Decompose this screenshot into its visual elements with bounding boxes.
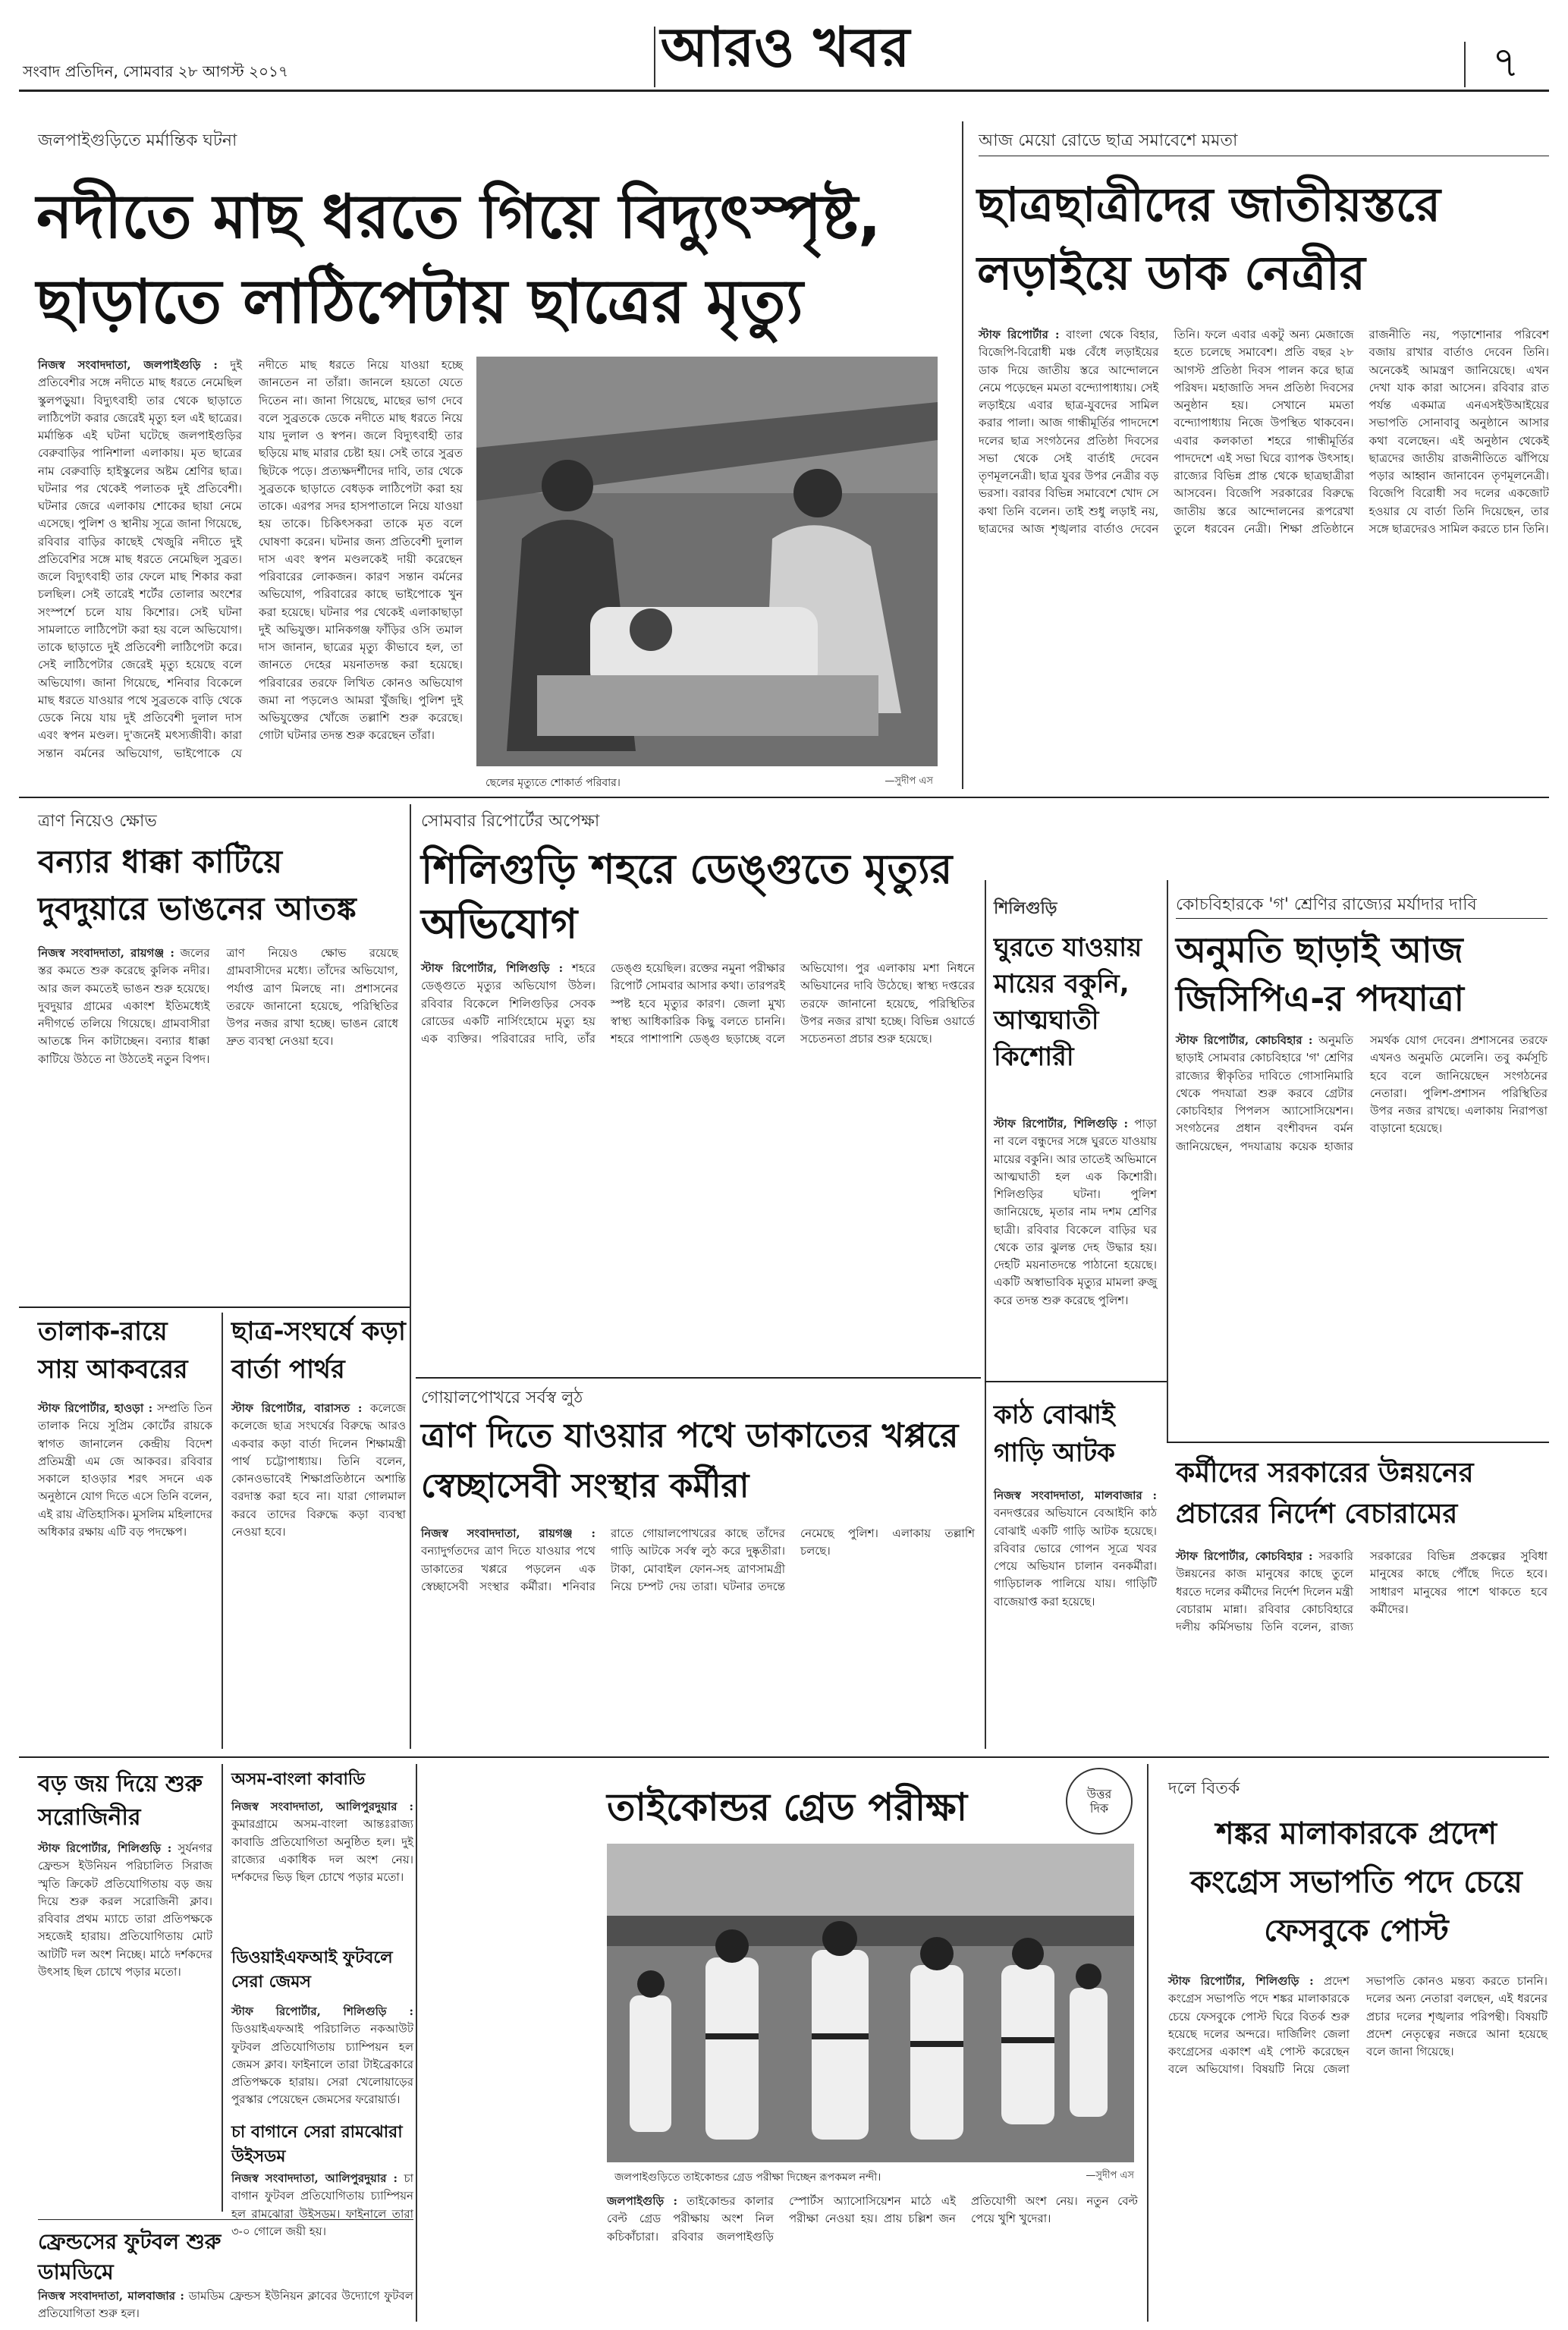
story18-headline: শঙ্কর মালাকারকে প্রদেশ কংগ্রেস সভাপতি পদে চেয়ে ফেসবুকে পোস্ট — [1190, 1816, 1522, 1948]
story14-text: কুমারগ্রামে অসম-বাংলা আন্তঃরাজ্য কাবাডি প্রতিযোগিতা অনুষ্ঠিত হল। দুই রাজ্যের একাধিক দল অংশ নেয়। দর্শকদের ভিড় ছিল চোখে পড়ার মতো। — [231, 1817, 413, 1884]
story11-text: সরকারি উন্নয়নের কাজ মানুষের কাছে তুলে ধরতে দলের কর্মীদের নির্দেশ দিলেন মন্ত্রী বেচারাম মান্না। রবিবার কোচবিহারে দলীয় কর্মিসভায় তিনি বলেন, রাজ্য সরকারের বিভিন্ন প্রকল্পের সুবিধা মানুষের কাছে পৌঁছে দিতে হবে। সাধারণ মানুষের পাশে থাকতে হবে কর্মীদের। — [1176, 1549, 1548, 1634]
story13-text: ডামডিম ফ্রেন্ডস ইউনিয়ন ক্লাবের উদ্যোগে ফুটবল প্রতিযোগিতা শুরু হল। — [38, 2289, 413, 2321]
story5-kicker: শিলিগুড়ি — [994, 899, 1057, 918]
story6-text: অনুমতি ছাড়াই সোমবার কোচবিহারে 'গ' শ্রেণির রাজ্যের স্বীকৃতির দাবিতে গোসানিমারি থেকে পদযাত্রা শুরু করবে গ্রেটার কোচবিহার পিপলস অ্যাসোসিয়েশন। সংগঠনের প্রধান বংশীবদন বর্মন জানিয়েছেন, পদযাত্রায় কয়েক হাজার সমর্থক যোগ দেবেন। প্রশাসনের তরফে এখনও অনুমতি মেলেনি। তবু কর্মসূচি হবে বলে জানিয়েছেন সংগঠনের নেতারা। পুলিশ-প্রশাসন পরিস্থিতির উপর নজর রাখছে। এলাকায় নিরাপত্তা বাড়ানো হয়েছে। — [1176, 1033, 1548, 1153]
story7-byline: স্টাফ রিপোর্টার, হাওড়া : — [38, 1401, 153, 1415]
story12-body — [38, 1840, 212, 2212]
story12-byline: স্টাফ রিপোর্টার, শিলিগুড়ি : — [38, 1841, 172, 1855]
story15-byline: স্টাফ রিপোর্টার, শিলিগুড়ি : — [231, 2005, 413, 2018]
story15-text: ডিওয়াইএফআই পরিচালিত নকআউট ফুটবল প্রতিযোগিতায় চ্যাম্পিয়ন হল জেমস ক্লাব। ফাইনালে তারা টাইব্রেকারে প্রতিপক্ষকে হারায়। সেরা খেলোয়াড়ের পুরস্কার পেয়েছেন জেমসের ফরোয়ার্ড। — [231, 2022, 413, 2107]
story16-text: চা বাগান ফুটবল প্রতিযোগিতায় চ্যাম্পিয়ন হল রামঝোরা উইসডম। ফাইনালে তারা ৩-০ গোলে জয়ী হয়। — [231, 2171, 413, 2238]
masthead-rule — [19, 90, 1549, 92]
story7-body — [38, 1400, 212, 1745]
story17-headline: তাইকোন্ডর গ্রেড পরীক্ষা — [607, 1785, 968, 1829]
story2-byline: স্টাফ রিপোর্টার : — [979, 328, 1060, 341]
column-rule-8 — [1147, 1764, 1149, 2322]
story9-body — [421, 1525, 975, 1749]
column-rule-7 — [416, 1764, 417, 2322]
section-title: আরও খবর — [660, 15, 910, 79]
page-number: ৭ — [1491, 38, 1520, 87]
story4-body — [421, 960, 975, 1373]
section-rule-6 — [19, 1756, 1549, 1758]
story16-byline: নিজস্ব সংবাদদাতা, আলিপুরদুয়ার : — [231, 2171, 397, 2185]
section-rule-2 — [19, 1306, 410, 1308]
story17-body — [607, 2193, 1138, 2322]
story4-headline: শিলিগুড়ি শহরে ডেঙ্গুতে মৃত্যুর অভিযোগ — [421, 845, 953, 948]
story6-headline: অনুমতি ছাড়াই আজ জিসিপিএ-র পদযাত্রা — [1176, 929, 1465, 1019]
story3-kicker: ত্রাণ নিয়েও ক্ষোভ — [38, 812, 157, 831]
story14-headline: অসম-বাংলা কাবাডি — [231, 1770, 366, 1789]
story5-body — [994, 1115, 1157, 1373]
story13-body — [38, 2288, 413, 2325]
story16-headline: চা বাগানে সেরা রামঝোরা উইসডম — [231, 2123, 403, 2166]
section-rule-4 — [985, 1381, 1167, 1382]
masthead-divider-left — [654, 27, 655, 87]
story17-caption: জলপাইগুড়িতে তাইকোন্ডর গ্রেড পরীক্ষা দিচ্ছেন রূপকমল নন্দী। — [614, 2171, 881, 2184]
story18-text: প্রদেশ কংগ্রেস সভাপতি পদে শঙ্কর মালাকারকে চেয়ে ফেসবুকে পোস্ট ঘিরে বিতর্ক শুরু হয়েছে দলের অন্দরে। দার্জিলিং জেলা কংগ্রেসের একাংশ এই পোস্ট করেছেন বলে অভিযোগ। বিষয়টি নিয়ে জেলা সভাপতি কোনও মন্তব্য করতে চাননি। দলের অন্য নেতারা বলছেন, এই ধরনের প্রচার দলের শৃঙ্খলার পরিপন্থী। বিষয়টি প্রদেশ নেতৃত্বের নজরে আনা হয়েছে বলে জানা গিয়েছে। — [1168, 1974, 1548, 2077]
story3-byline: নিজস্ব সংবাদদাতা, রায়গঞ্জ : — [38, 946, 174, 960]
story13-byline: নিজস্ব সংবাদদাতা, মালবাজার : — [38, 2289, 184, 2303]
story11-headline: কর্মীদের সরকারের উন্নয়নের প্রচারের নির্দেশ বেচারামের — [1176, 1457, 1474, 1530]
section-rule-3 — [416, 1377, 981, 1379]
story2-body — [979, 326, 1549, 793]
story4-byline: স্টাফ রিপোর্টার, শিলিগুড়ি : — [421, 961, 564, 975]
story12-text: সুর্যনগর ফ্রেন্ডস ইউনিয়ন পরিচালিত সিরাজ স্মৃতি ক্রিকেট প্রতিযোগিতায় বড় জয় দিয়ে শুরু করল সরোজিনী ক্লাব। রবিবার প্রথম ম্যাচে তারা প্রতিপক্ষকে সহজেই হারায়। প্রতিযোগিতায় মোট আটটি দল অংশ নিচ্ছে। মাঠে দর্শকদের উৎসাহ ছিল চোখে পড়ার মতো। — [38, 1841, 212, 1979]
story17-badge — [1066, 1768, 1133, 1835]
story17-text: তাইকোন্ডর কালার বেল্ট গ্রেড পরীক্ষায় অংশ নিল কচিকাঁচারা। রবিবার জলপাইগুড়ি স্পোর্টস অ্যাসোসিয়েশন মাঠে এই পরীক্ষা নেওয়া হয়। প্রায় চল্লিশ জন প্রতিযোগী অংশ নেয়। নতুন বেল্ট পেয়ে খুশি খুদেরা। — [607, 2194, 1138, 2244]
story10-body — [994, 1487, 1157, 1749]
story5-text: পাড়া না বলে বন্ধুদের সঙ্গে ঘুরতে যাওয়ায় মায়ের বকুনি। আর তাতেই অভিমানে আত্মঘাতী হল এক কিশোরী। শিলিগুড়ির ঘটনা। পুলিশ জানিয়েছে, মৃতার নাম দশম শ্রেণির ছাত্রী। রবিবার বিকেলে বাড়ির ঘর থেকে তার ঝুলন্ত দেহ উদ্ধার হয়। দেহটি ময়নাতদন্তে পাঠানো হয়েছে। একটি অস্বাভাবিক মৃত্যুর মামলা রুজু করে তদন্ত শুরু করেছে পুলিশ। — [994, 1117, 1157, 1307]
section-rule-5 — [1167, 1442, 1549, 1443]
story3-body — [38, 945, 398, 1301]
story14-byline: নিজস্ব সংবাদদাতা, আলিপুরদুয়ার : — [231, 1800, 413, 1813]
story17-badge-text: উত্তর দিক — [1086, 1786, 1112, 1816]
story2-headline: ছাত্রছাত্রীদের জাতীয়স্তরে লড়াইয়ে ডাক নেত্রীর — [977, 177, 1441, 300]
story10-headline: কাঠ বোঝাই গাড়ি আটক — [994, 1400, 1115, 1468]
story7-text: সম্প্রতি তিন তালাক নিয়ে সুপ্রিম কোর্টের রায়কে স্বাগত জানালেন কেন্দ্রীয় বিদেশ প্রতিমন্ত্রী এম জে আকবর। রবিবার সকালে হাওড়ার শরৎ সদনে এক অনুষ্ঠানে যোগ দিতে এসে তিনি বলেন, এই রায় ঐতিহাসিক। মুসলিম মহিলাদের অধিকার রক্ষায় এটি বড় পদক্ষেপ। — [38, 1401, 212, 1539]
story1-text: দুই প্রতিবেশীর সঙ্গে নদীতে মাছ ধরতে নেমেছিল স্কুলপড়ুয়া। বিদ্যুৎবাহী তার থেকে ছাড়াতে লাঠিপেটা করার জেরেই মৃত্যু হল এই ছাত্রের। মর্মান্তিক এই ঘটনা ঘটেছে জলপাইগুড়ির বেরুবাড়ির পানিশালা এলাকায়। মৃত ছাত্রের নাম বেরুবাড়ি হাইস্কুলের অষ্টম শ্রেণির ছাত্র। ঘটনার পর থেকেই পলাতক দুই প্রতিবেশী। ঘটনার জেরে এলাকায় শোকের ছায়া নেমে এসেছে। পুলিশ ও স্থানীয় সূত্রে জানা গিয়েছে, রবিবার বাড়ির কাছেই খেজুরি নদীতে দুই প্রতিবেশির সঙ্গে মাছ ধরতে নেমেছিল সুব্রত। জলে বিদ্যুৎবাহী তার ফেলে মাছ শিকার করা চলছিল। সেই তারেই শর্টের তোলার অংশের সংস্পর্শে চলে যায় কিশোর। সেই ঘটনা সামলাতে লাঠিপেটা করা হয় বলে অভিযোগ। তাকে ছাড়াতে দুই প্রতিবেশী লাঠিপেটা করে। সেই লাঠিপেটার জেরেই মৃত্যু হয়েছে বলে অভিযোগ। জানা গিয়েছে, শনিবার বিকেলে মাছ ধরতে যাওয়ার পথে সুব্রতকে বাড়ি থেকে ডেকে নিয়ে যায় দুই প্রতিবেশী দুলাল দাস এবং স্বপন মণ্ডল। দু'জনেই মৎস্যজীবী। কারা সন্তান বর্মনের অভিযোগ, ভাইপোকে যে নদীতে মাছ ধরতে নিয়ে যাওয়া হচ্ছে জানতেন না তাঁরা। জানলে হয়তো যেতে দিতেন না। জানা গিয়েছে, মাছের ভাগ দেবে বলে সুব্রতকে ডেকে নদীতে মাছ ধরতে নিয়ে যায় দুলাল ও স্বপন। জলে বিদ্যুৎবাহী তার ছড়িয়ে মাছ মারার চেষ্টা হয়। সেই তারে সুব্রত ছিটকে পড়ে। প্রত্যক্ষদর্শীদের দাবি, তার থেকে সুব্রতকে ছাড়াতে বেধড়ক লাঠিপেটা করা হয় তাকে। এরপর সদর হাসপাতালে নিয়ে যাওয়া হয় তাকে। চিকিৎসকরা তাকে মৃত বলে ঘোষণা করেন। ঘটনার জন্য প্রতিবেশী দুলাল দাস এবং স্বপন মণ্ডলকেই দায়ী করেছেন পরিবারের লোকজন। কারণ সন্তান বর্মনের অভিযোগ, পরিবারের কাছে ভাইপোকে খুন করা হয়েছে। ঘটনার পর থেকেই এলাকাছাড়া দুই অভিযুক্ত। মানিকগঞ্জ ফাঁড়ির ওসি তমাল দাস জানান, ছাত্রের মৃত্যু কীভাবে হল, তা জানতে দেহের ময়নাতদন্ত করা হয়েছে। পরিবারের তরফে লিখিত কোনও অভিযোগ জমা না পড়লেও আমরা খুঁজছি। পুলিশ দুই অভিযুক্তের খোঁজে তল্লাশি শুরু করেছে। গোটা ঘটনার তদন্ত শুরু করেছেন তাঁরা। — [38, 358, 463, 760]
story9-kicker: গোয়ালপোখরে সর্বস্ব লুঠ — [421, 1388, 583, 1407]
story9-text: বন্যাদুর্গতদের ত্রাণ দিতে যাওয়ার পথে ডাকাতের খপ্পরে পড়লেন এক স্বেচ্ছাসেবী সংস্থার কর্মীরা। শনিবার রাতে গোয়ালপোখরের কাছে তাঁদের গাড়ি আটকে সর্বস্ব লুঠ করে দুষ্কৃতীরা। টাকা, মোবাইল ফোন-সহ ত্রাণসামগ্রী নিয়ে চম্পট দেয় তারা। ঘটনার তদন্তে নেমেছে পুলিশ। এলাকায় তল্লাশি চলছে। — [421, 1527, 975, 1593]
story15-headline: ডিওয়াইএফআই ফুটবলে সেরা জেমস — [231, 1948, 393, 1992]
story2-kicker: আজ মেয়ো রোডে ছাত্র সমাবেশে মমতা — [979, 131, 1238, 150]
story8-body — [231, 1400, 406, 1745]
story10-byline: নিজস্ব সংবাদদাতা, মালবাজার : — [994, 1489, 1157, 1502]
story15-body — [231, 2003, 413, 2117]
story8-headline: ছাত্র-সংঘর্ষে কড়া বার্তা পার্থর — [231, 1316, 406, 1385]
column-rule-6 — [222, 1764, 223, 2212]
story3-headline: বন্যার ধাক্কা কাটিয়ে দুবদুয়ারে ভাঙনের আতঙ্ক — [38, 843, 357, 927]
story8-text: কলেজে কলেজে ছাত্র সংঘর্ষের বিরুদ্ধে আরও একবার কড়া বার্তা দিলেন শিক্ষামন্ত্রী পার্থ চট্টোপাধ্যায়। তিনি বলেন, কোনওভাবেই শিক্ষাপ্রতিষ্ঠানে অশান্তি বরদাস্ত করা হবে না। যারা গোলমাল করবে তাদের বিরুদ্ধে কড়া ব্যবস্থা নেওয়া হবে। — [231, 1401, 406, 1539]
story4-text: শহরে ডেঙ্গুতে মৃত্যুর অভিযোগ উঠল। রবিবার বিকেলে শিলিগুড়ির সেবক রোডের একটি নার্সিংহোমে মৃত্যু হয় এক ব্যক্তির। পরিবারের দাবি, তাঁর ডেঙ্গু হয়েছিল। রক্তের নমুনা পরীক্ষার রিপোর্ট সোমবার আসার কথা। তারপরই স্পষ্ট হবে মৃত্যুর কারণ। জেলা মুখ্য স্বাস্থ্য আধিকারিক কিছু বলতে চাননি। শহরে পাশাপাশি ডেঙ্গু ছড়াচ্ছে বলে অভিযোগ। পুর এলাকায় মশা নিধনে অভিযানের দাবি উঠেছে। স্বাস্থ্য দপ্তরের তরফে জানানো হয়েছে, পরিস্থিতির উপর নজর রাখা হচ্ছে। বিভিন্ন ওয়ার্ডে সচেতনতা প্রচার শুরু হয়েছে। — [421, 961, 975, 1046]
story11-body — [1176, 1548, 1548, 1749]
story5-byline: স্টাফ রিপোর্টার, শিলিগুড়ি : — [994, 1117, 1129, 1130]
story6-body — [1176, 1032, 1548, 1434]
story6-kicker: কোচবিহারকে 'গ' শ্রেণির রাজ্যের মর্যাদার দাবি — [1176, 895, 1477, 914]
story11-byline: স্টাফ রিপোর্টার, কোচবিহার : — [1176, 1549, 1313, 1563]
column-rule-1 — [962, 121, 963, 789]
section-rule-1 — [19, 797, 1549, 798]
column-rule-3 — [985, 880, 986, 1749]
story18-body — [1168, 1973, 1548, 2322]
story1-byline: নিজস্ব সংবাদদাতা, জলপাইগুড়ি : — [38, 358, 218, 372]
story1-headline: নদীতে মাছ ধরতে গিয়ে বিদ্যুৎস্পৃষ্ট, ছাড়াতে লাঠিপেটায় ছাত্রের মৃত্যু — [36, 181, 881, 337]
story1-photo — [476, 357, 938, 766]
story6-rule — [1176, 918, 1548, 919]
story6-byline: স্টাফ রিপোর্টার, কোচবিহার : — [1176, 1033, 1313, 1047]
column-rule-5 — [222, 1313, 223, 1749]
masthead-divider-right — [1464, 42, 1466, 87]
story8-byline: স্টাফ রিপোর্টার, বারাসত : — [231, 1401, 363, 1415]
story4-kicker: সোমবার রিপোর্টের অপেক্ষা — [421, 812, 600, 831]
story9-byline: নিজস্ব সংবাদদাতা, রায়গঞ্জ : — [421, 1527, 595, 1540]
story3-text: জলের স্তর কমতে শুরু করেছে কুলিক নদীর। আর জল কমতেই ভাঙন শুরু হয়েছে। দুবদুয়ার গ্রামের একাংশ ইতিমধ্যেই নদীগর্ভে তলিয়ে গিয়েছে। গ্রামবাসীরা আতঙ্কে দিন কাটাচ্ছেন। বন্যার ধাক্কা কাটিয়ে উঠতে না উঠতেই নতুন বিপদ। ত্রাণ নিয়েও ক্ষোভ রয়েছে গ্রামবাসীদের মধ্যে। তাঁদের অভিযোগ, পর্যাপ্ত ত্রাণ মিলছে না। প্রশাসনের তরফে জানানো হয়েছে, পরিস্থিতির উপর নজর রাখা হচ্ছে। ভাঙন রোধে দ্রুত ব্যবস্থা নেওয়া হবে। — [38, 946, 398, 1066]
story7-headline: তালাক-রায়ে সায় আকবরের — [38, 1316, 188, 1385]
story16-body — [231, 2170, 413, 2238]
story1-caption: ছেলের মৃত্যুতে শোকার্ত পরিবার। — [485, 777, 621, 789]
story18-byline: স্টাফ রিপোর্টার, শিলিগুড়ি : — [1168, 1974, 1314, 1988]
story10-text: বনদপ্তরের অভিযানে বেআইনি কাঠ বোঝাই একটি গাড়ি আটক হয়েছে। রবিবার ভোরে গোপন সূত্রে খবর পেয়ে অভিযান চালান বনকর্মীরা। গাড়িচালক পালিয়ে যায়। গাড়িটি বাজেয়াপ্ত করা হয়েছে। — [994, 1506, 1157, 1608]
story17-photo-credit: —সুদীপ এস — [1086, 2170, 1134, 2181]
story17-byline: জলপাইগুড়ি : — [607, 2194, 678, 2208]
column-rule-4 — [1167, 880, 1168, 1442]
story14-body — [231, 1798, 413, 1942]
story13-headline: ফ্রেন্ডসের ফুটবল শুরু ডামডিমে — [38, 2229, 222, 2284]
story5-headline: ঘুরতে যাওয়ায় মায়ের বকুনি, আত্মঘাতী কিশোরী — [994, 932, 1142, 1072]
story1-body — [38, 357, 463, 774]
story17-photo — [607, 1844, 1134, 2162]
column-rule-2 — [410, 804, 411, 1749]
story12-headline: বড় জয় দিয়ে শুরু সরোজিনীর — [38, 1771, 203, 1831]
story2-text: বাংলা থেকে বিহার, বিজেপি-বিরোধী মঞ্চ বেঁধে লড়াইয়ের ডাক দিয়ে জাতীয় স্তরে আন্দোলনে নেমে পড়েছেন মমতা বন্দ্যোপাধ্যায়। সেই লড়াইয়ে এবার ছাত্র-যুবদের সামিল করার পালা। আজ গান্ধীমূর্তির পাদদেশে দলের ছাত্র সংগঠনের প্রতিষ্ঠা দিবসের সভা থেকে সেই বার্তাই দেবেন তৃণমূলনেত্রী। ছাত্র যুবর উপর নেত্রীর বড় ভরসা। বরাবর বিভিন্ন সমাবেশে খোদ সে কথা তিনি বলেন। তাই শুধু লড়াই নয়, ছাত্রদের আজ শৃঙ্খলার বার্তাও দেবেন তিনি। ফলে এবার একটু অন্য মেজাজে হতে চলেছে সমাবেশ। প্রতি বছর ২৮ আগস্ট প্রতিষ্ঠা দিবস পালন করে ছাত্র পরিষদ। মহাজাতি সদন প্রতিষ্ঠা দিবসের অনুষ্ঠান হয়। সেখানে মমতা বন্দ্যোপাধ্যায় নিজে উপস্থিত থাকবেন। এবার কলকাতা শহরে গান্ধীমূর্তির পাদদেশে এই সভা ঘিরে ব্যাপক উৎসাহ। রাজ্যের বিভিন্ন প্রান্ত থেকে ছাত্রছাত্রীরা আসবেন। বিজেপি সরকারের বিরুদ্ধে জাতীয় স্তরে আন্দোলনের রূপরেখা তুলে ধরবেন নেত্রী। শিক্ষা প্রতিষ্ঠানে রাজনীতি নয়, পড়াশোনার পরিবেশ বজায় রাখার বার্তাও দেবেন তিনি। অনেকেই আমন্ত্রণ জানিয়েছে। এখন দেখা যাক কারা আসেন। রবিবার রাত পর্যন্ত একমাত্র এনএসইউআইয়ের সভাপতি সোনাবাবু অনুষ্ঠানে আসার কথা বলেছেন। এই অনুষ্ঠান থেকেই ছাত্রদের জাতীয় রাজনীতিতে ঝাঁপিয়ে পড়ার আহ্বান জানাবেন তৃণমূলনেত্রী। বিজেপি বিরোধী সব দলের একজোট হওয়ার যে বার্তা তিনি দিয়েছেন, তার সঙ্গে ছাত্রদেরও সামিল করতে চান তিনি। — [979, 328, 1549, 536]
story18-kicker: দলে বিতর্ক — [1168, 1779, 1240, 1798]
story9-headline: ত্রাণ দিতে যাওয়ার পথে ডাকাতের খপ্পরে স্বেচ্ছাসেবী সংস্থার কর্মীরা — [421, 1417, 959, 1505]
date-line: সংবাদ প্রতিদিন, সোমবার ২৮ আগস্ট ২০১৭ — [23, 62, 288, 80]
story1-photo-credit: —সুদীপ এস — [885, 775, 933, 787]
story1-kicker: জলপাইগুড়িতে মর্মান্তিক ঘটনা — [38, 131, 237, 150]
